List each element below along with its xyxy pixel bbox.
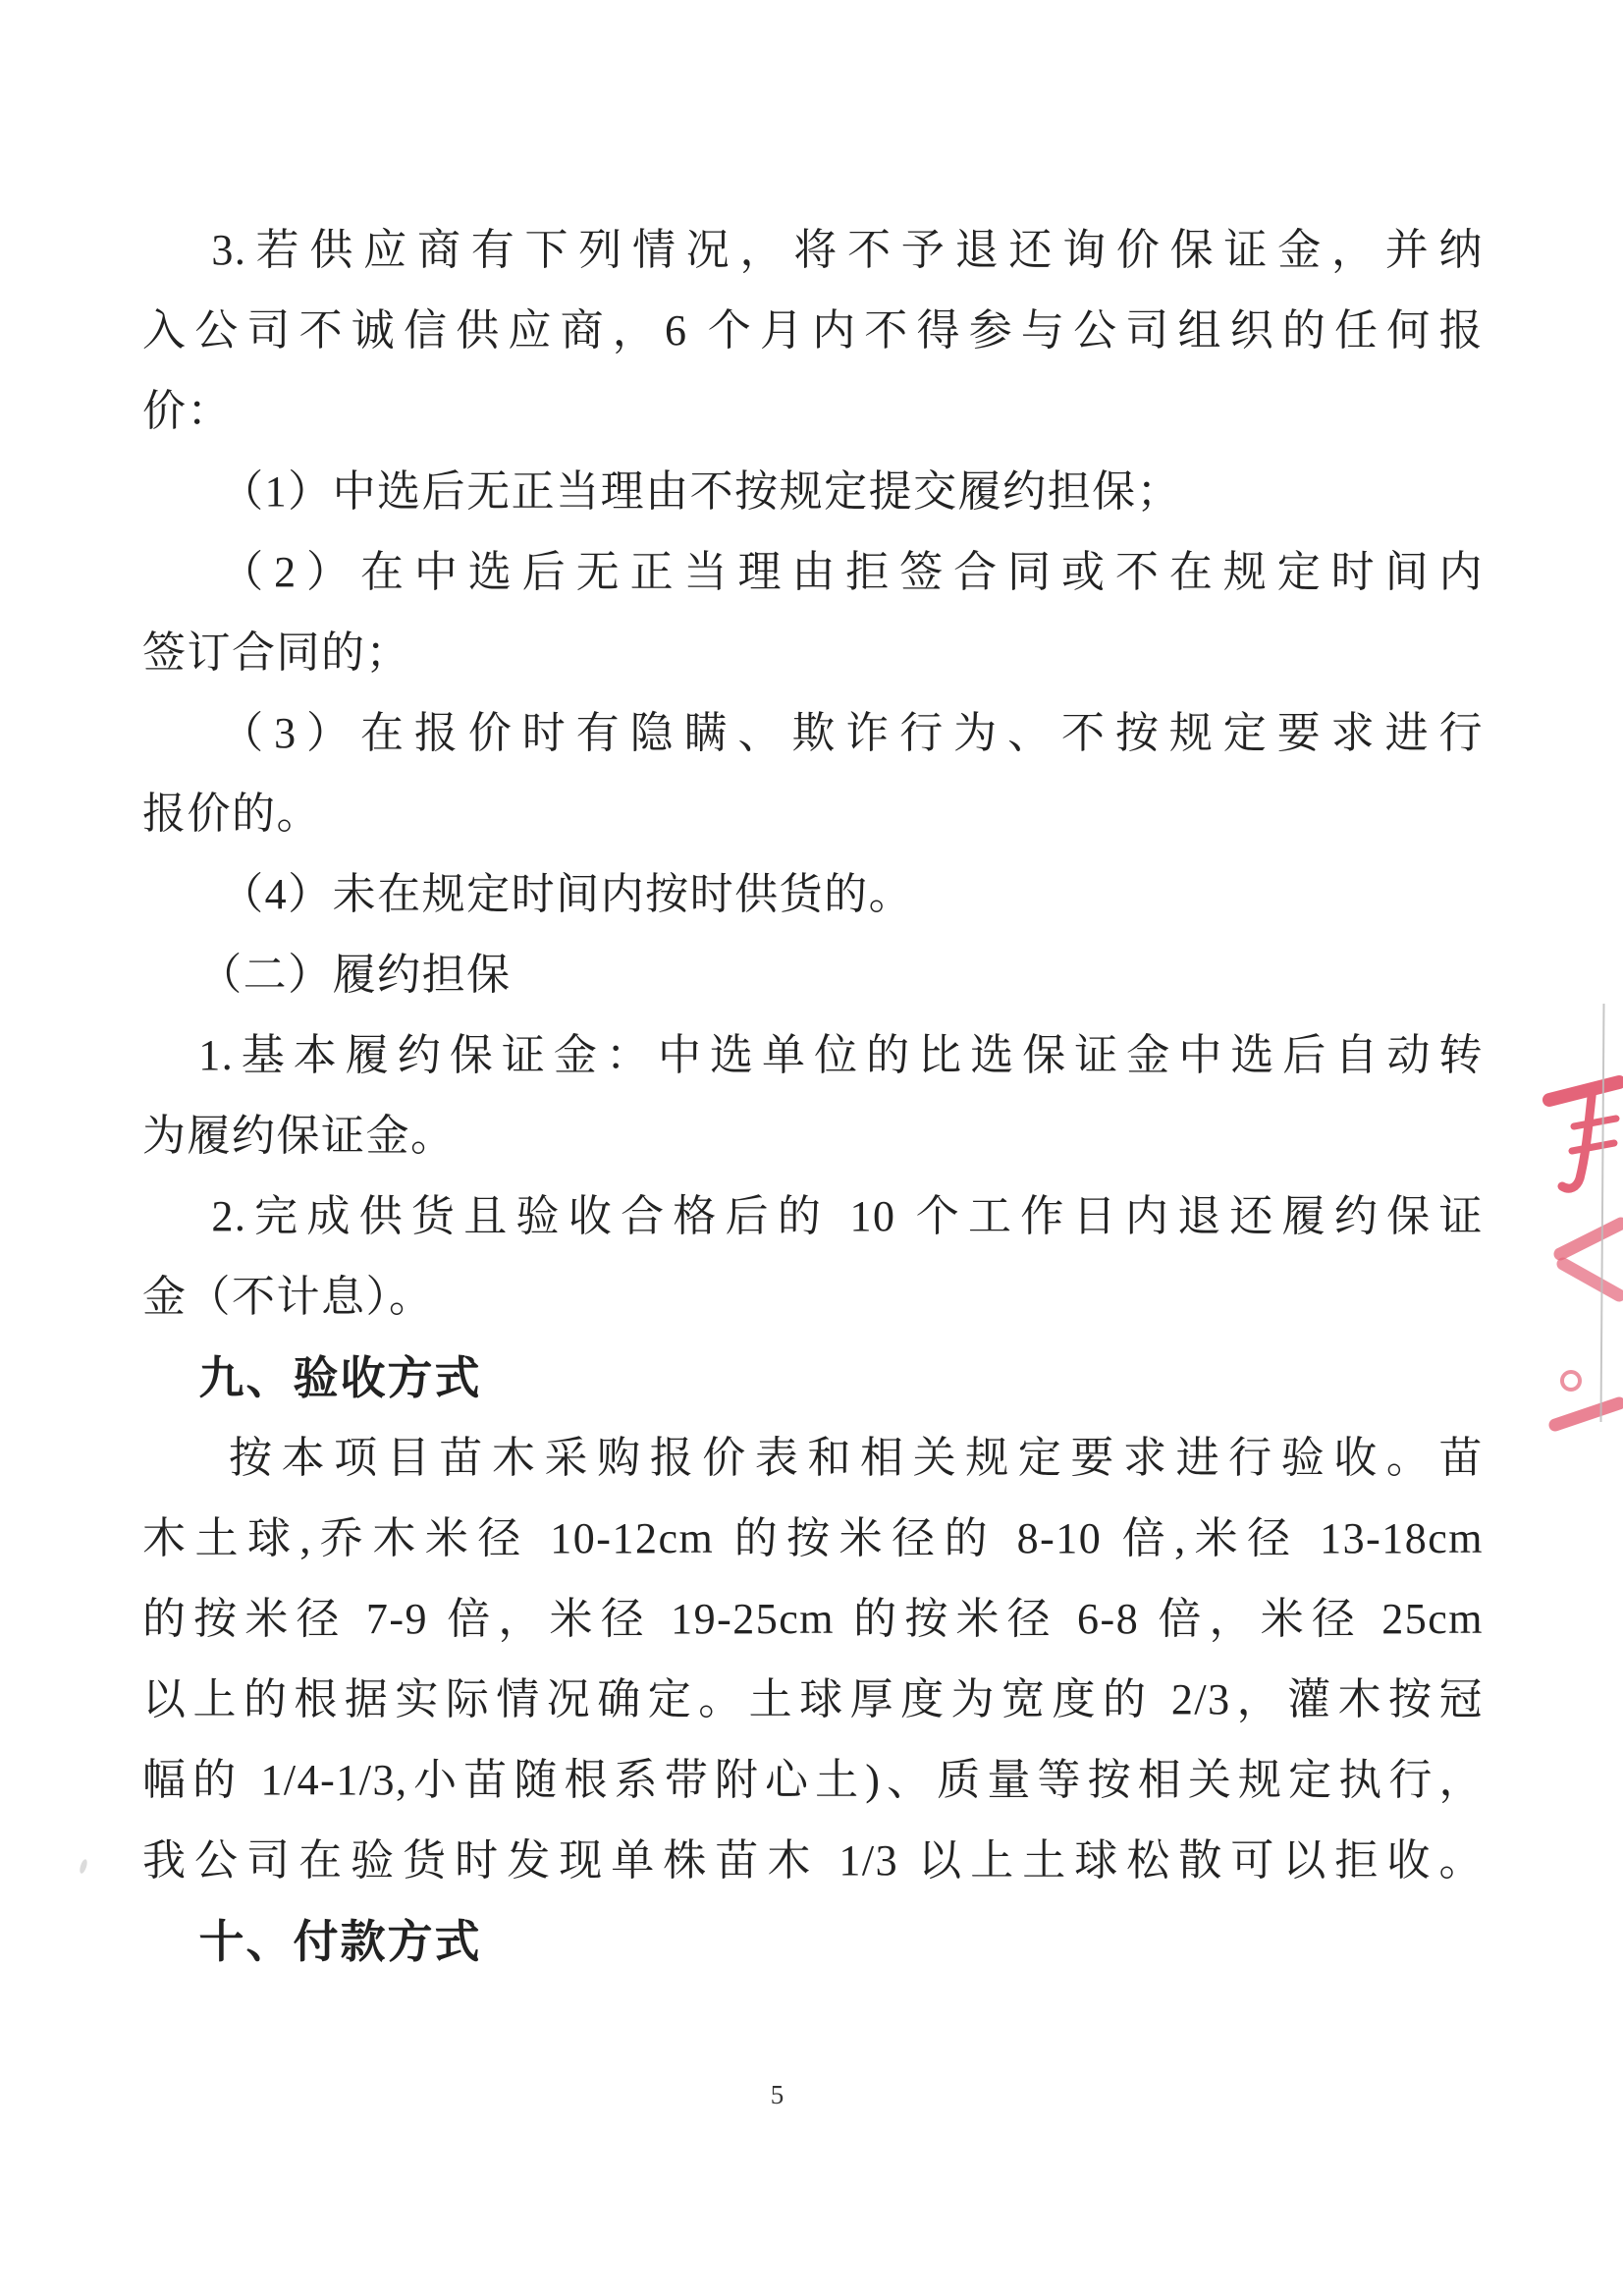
text-line: （二）履约担保 [198,951,512,999]
scan-edge-artifact [1600,1004,1605,1422]
text-line: 签订合同的； [142,629,410,677]
document-body [142,210,1484,1982]
text-line: 我公司在验货时发现单株苗木 1/3 以上土球松散可以拒收。 [142,1836,1484,1885]
text-line: 1.基本履约保证金：中选单位的比选保证金中选后自动转 [198,1031,1484,1079]
text-line: 2.完成供货且验收合格后的 10 个工作日内退还履约保证 [211,1192,1484,1240]
text-line: （2）在中选后无正当理由拒签合同或不在规定时间内 [220,548,1484,596]
text-line: 以上的根据实际情况确定。土球厚度为宽度的 2/3，灌木按冠 [142,1675,1484,1723]
red-seal-fragment-icon [1515,1031,1623,1444]
text-line: 金（不计息）。 [142,1273,434,1321]
section-heading: 九、验收方式 [198,1352,482,1403]
text-line: 入公司不诚信供应商，6 个月内不得参与公司组织的任何报 [142,306,1484,355]
scan-speck-artifact [79,1858,88,1874]
text-line: 的按米径 7-9 倍，米径 19-25cm 的按米径 6-8 倍，米径 25cm [142,1595,1484,1643]
text-line: 幅的 1/4-1/3,小苗随根系带附心土)、质量等按相关规定执行， [142,1756,1484,1804]
text-line: （4）未在规定时间内按时供货的。 [220,870,914,918]
section-heading: 十、付款方式 [198,1916,482,1967]
text-line: 为履约保证金。 [142,1112,456,1160]
text-line: （1）中选后无正当理由不按规定提交履约担保； [220,467,1182,516]
text-line: 价： [142,387,232,435]
text-line: 按本项目苗木采购报价表和相关规定要求进行验收。苗 [229,1434,1484,1482]
page-number: 5 [770,2080,784,2109]
text-line: 3.若供应商有下列情况，将不予退还询价保证金，并纳 [211,226,1484,274]
text-line: （3）在报价时有隐瞒、欺诈行为、不按规定要求进行 [220,709,1484,757]
text-line: 木土球,乔木米径 10-12cm 的按米径的 8-10 倍,米径 13-18cm [142,1514,1484,1562]
text-line: 报价的。 [142,790,321,838]
